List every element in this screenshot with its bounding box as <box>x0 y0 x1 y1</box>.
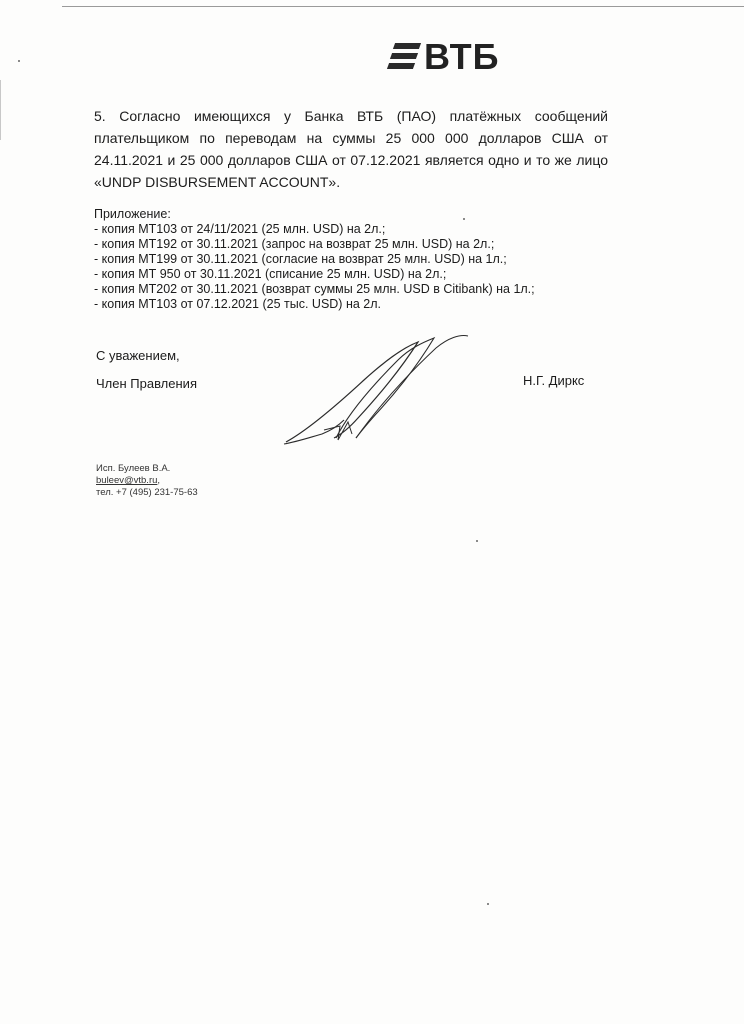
scan-speck <box>463 218 465 220</box>
executor-phone: тел. +7 (495) 231-75-63 <box>96 487 198 498</box>
appendix-item: - копия МТ199 от 30.11.2021 (согласие на возврат 25 млн. USD) на 1л.; <box>94 252 507 266</box>
appendix-list <box>94 207 594 312</box>
executor-email-suffix: , <box>157 475 161 486</box>
vtb-logo-text: ВТБ <box>424 36 500 77</box>
vtb-logo <box>388 38 498 82</box>
signer-position: Член Правления <box>96 376 197 391</box>
appendix-item: - копия МТ103 от 24/11/2021 (25 млн. USD) на 2л.; <box>94 222 386 236</box>
executor-name: Исп. Булеев В.А. <box>96 463 171 474</box>
closing-regards: С уважением, <box>96 348 180 363</box>
appendix-item: - копия МТ202 от 30.11.2021 (возврат суммы 25 млн. USD в Citibank) на 1л.; <box>94 282 535 296</box>
handwritten-signature <box>278 334 478 450</box>
executor-email[interactable]: buleev@vtb.ru <box>96 475 158 486</box>
executor-info <box>96 463 198 499</box>
signer-name: Н.Г. Диркс <box>523 373 585 388</box>
scan-speck <box>476 540 478 542</box>
body-paragraph: 5. Согласно имеющихся у Банка ВТБ (ПАО) платёжных сообщений плательщиком по переводам на суммы 25 000 000 долларов США от 24.11.2021 и 25 000 долларов США от 07.12.2021 является одно и то же лицо «UNDP DISBURSEMENT ACCOUNT». <box>94 108 608 190</box>
appendix-item: - копия МТ192 от 30.11.2021 (запрос на возврат 25 млн. USD) на 2л.; <box>94 237 495 251</box>
appendix-title: Приложение: <box>94 207 171 221</box>
vtb-logo-icon <box>388 43 422 73</box>
appendix-item: - копия МТ 950 от 30.11.2021 (списание 25 млн. USD) на 2л.; <box>94 267 447 281</box>
appendix-item: - копия МТ103 от 07.12.2021 (25 тыс. USD) на 2л. <box>94 297 381 311</box>
scan-edge-left <box>0 80 1 140</box>
scan-speck <box>18 60 20 62</box>
scan-speck <box>487 903 489 905</box>
scan-edge-top <box>62 6 744 7</box>
